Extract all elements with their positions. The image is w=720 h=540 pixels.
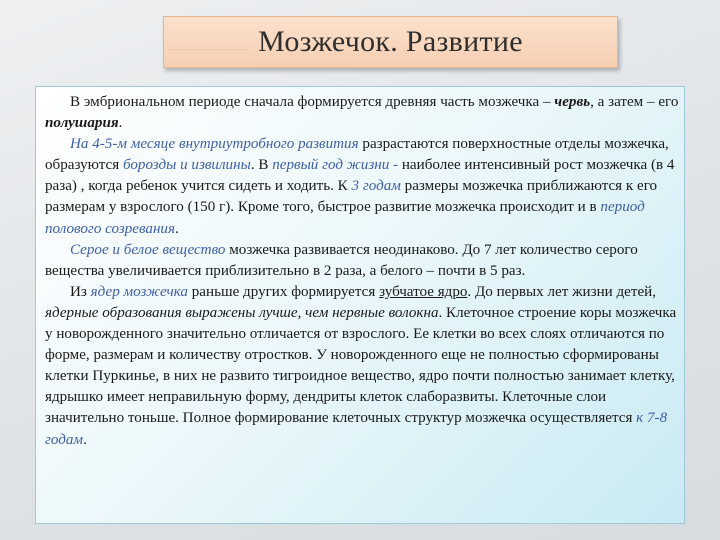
paragraph-4: Из ядер мозжечка раньше других формируется зубчатое ядро. До первых лет жизни детей, ядерные образования выражены лучше, чем нервные волокна. Клеточное строение коры мозжечка у новорожденного значительно отличается от взрослого. Ее клетки во всех слоях отличаются по форме, размерам и количеству отростков. У новорожденного еще не полностью сформированы клетки Пуркинье, в них не развито тигроидное вещество, ядро почти полностью занимает клетку, ядрышко имеет неправильную форму, дендриты клеток слаборазвиты. Клеточные слои значительно тоньше. Полное формирование клеточных структур мозжечка осуществляется к 7-8 годам. [45,283,677,448]
slide-title: Мозжечок. Развитие [258,25,523,58]
paragraph-1: В эмбриональном периоде сначала формируется древняя часть мозжечка – червь, а затем – его полушария. [45,94,679,132]
content-box [35,86,685,524]
body-text [45,92,681,451]
paragraph-2: На 4-5-м месяце внутриутробного развития разрастаются поверхностные отделы мозжечка, образуются борозды и извилины. В первый год жизни - наиболее интенсивный рост мозжечка (в 4 раза) , когда ребенок учится сидеть и ходить. К 3 годам размеры мозжечка приближаются к его размерам у взрослого (150 г). Кроме того, быстрое развитие мозжечка происходит и в период полового созревания. [45,136,675,237]
paragraph-3: Серое и белое вещество мозжечка развивается неодинаково. До 7 лет количество серого вещества увеличивается приблизительно в 2 раза, а белого – почти в 5 раз. [45,241,638,279]
title-box [163,16,618,68]
